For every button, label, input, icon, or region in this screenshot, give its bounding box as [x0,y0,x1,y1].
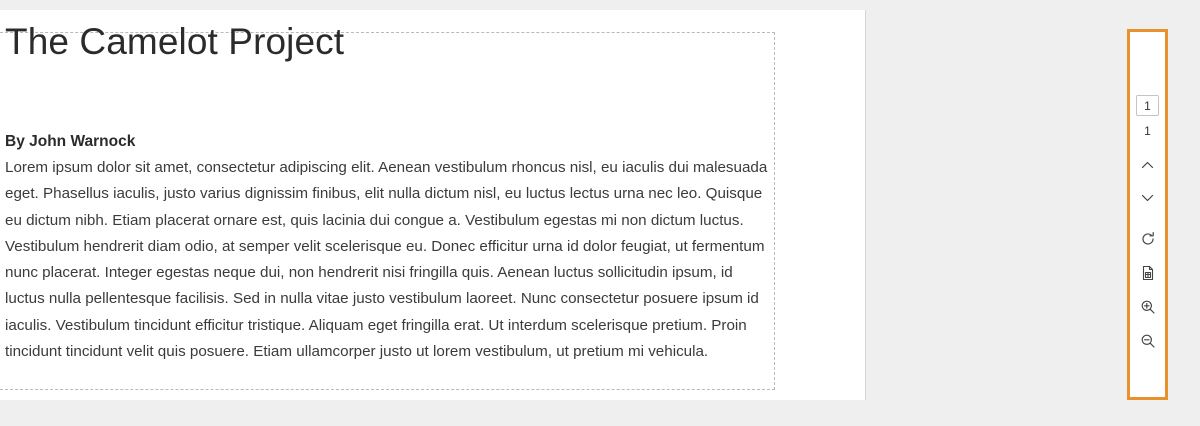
chevron-up-icon [1140,158,1155,173]
reload-icon [1140,231,1156,247]
zoom-in-button[interactable] [1133,292,1163,322]
previous-page-button[interactable] [1133,150,1163,180]
zoom-out-icon [1140,333,1156,349]
page-toolbar [1127,29,1168,400]
chevron-down-icon [1140,190,1155,205]
page-number-input[interactable] [1136,95,1159,116]
document-content-frame [0,21,775,390]
document-title: The Camelot Project [5,21,345,62]
export-document-icon [1140,265,1156,281]
document-body-text: Lorem ipsum dolor sit amet, consectetur adipiscing elit. Aenean vestibulum rhoncus nisl, eu iaculis dui malesuada eget. Phasellus iaculis, justo varius dignissim finibus, elit nulla dictum nisl, eu luctus lectus urna nec leo. Quisque eu dictum nibh. Etiam placerat ornare est, quis lacinia dui congue a. Vestibulum egestas mi non dictum luctus. Vestibulum hendrerit diam odio, at semper velit scelerisque eu. Donec efficitur urna id dolor feugiat, ut fermentum nunc placerat. Integer egestas neque dui, non hendrerit nisi fringilla quis. Aenean luctus sollicitudin ipsum, id luctus nulla pellentesque facilisis. Sed in nulla vitae justo vestibulum laoreet. Nunc consectetur posuere ipsum id iaculis. Vestibulum tincidunt efficitur tristique. Aliquam eget fringilla erat. Ut interdum scelerisque pretium. Proin tincidunt tincidunt velit quis posuere. Etiam ullamcorper justo ut lorem vestibulum, ut pretium mi vehicula. [5,159,768,361]
document-byline: By John Warnock [5,133,136,150]
total-pages-label: 1 [1144,124,1151,138]
zoom-in-icon [1140,299,1156,315]
document-page [0,10,866,400]
next-page-button[interactable] [1133,182,1163,212]
export-document-button[interactable] [1133,258,1163,288]
zoom-out-button[interactable] [1133,326,1163,356]
reload-button[interactable] [1133,224,1163,254]
